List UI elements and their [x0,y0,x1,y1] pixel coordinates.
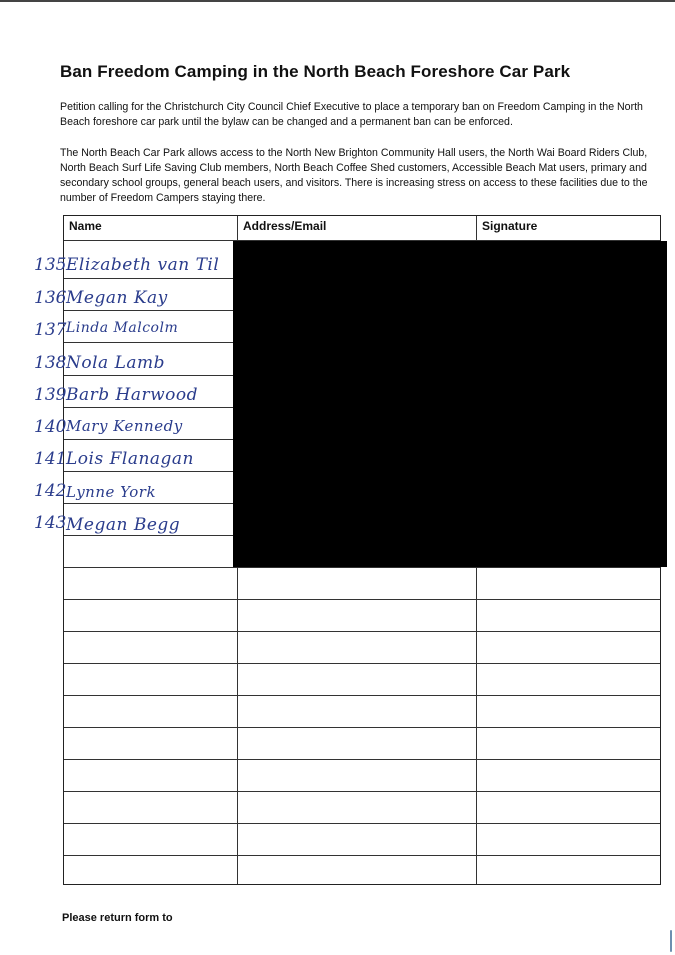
redaction-block [233,241,667,567]
handwritten-name: Elizabeth van Til [66,255,220,275]
handwritten-name: Megan Begg [66,515,181,535]
row-divider [64,823,660,824]
entry-number: 136 [34,288,67,308]
entry-number: 140 [34,417,67,437]
column-header-signature: Signature [482,219,538,233]
entry-number: 135 [34,255,67,275]
handwritten-name: Nola Lamb [66,353,166,373]
row-divider [64,759,660,760]
row-divider [64,695,660,696]
handwritten-name: Lois Flanagan [66,449,195,469]
handwritten-name: Mary Kennedy [66,417,183,435]
page-edge-mark [670,930,672,952]
column-header-address: Address/Email [243,219,327,233]
row-divider [64,855,660,856]
handwritten-name: Megan Kay [66,288,168,308]
petition-description: The North Beach Car Park allows access to the North New Brighton Community Hall users, the North Wai Board Riders Club, North Beach Surf Life Saving Club members, North Beach Coffee Shed customers, Accessible Beach Mat users, primary and secondary school groups, general beach users, and visitors. There is increasing stress on access to these facilities due to the number of Freedom Campers staying there. [60,147,648,204]
entry-number: 137 [34,320,67,340]
entry-number: 138 [34,353,67,373]
entry-number: 141 [34,449,67,469]
row-divider [64,599,660,600]
entry-number: 139 [34,385,67,405]
column-header-name: Name [69,219,102,233]
row-divider [64,791,660,792]
row-divider [64,567,660,568]
petition-intro: Petition calling for the Christchurch City Council Chief Executive to place a temporary ban on Freedom Camping in the North Beach foreshore car park until the bylaw can be changed and a permanent ban can be enforced. [60,101,643,128]
row-divider [64,663,660,664]
handwritten-name: Lynne York [66,483,157,501]
row-divider [64,727,660,728]
entry-number: 142 [34,481,67,501]
entry-number: 143 [34,513,67,533]
page-title: Ban Freedom Camping in the North Beach Foreshore Car Park [60,62,571,81]
return-form-label: Please return form to [62,912,173,924]
row-divider [64,631,660,632]
handwritten-name: Linda Malcolm [66,320,179,336]
handwritten-name: Barb Harwood [66,385,199,405]
page-top-edge [0,0,675,2]
